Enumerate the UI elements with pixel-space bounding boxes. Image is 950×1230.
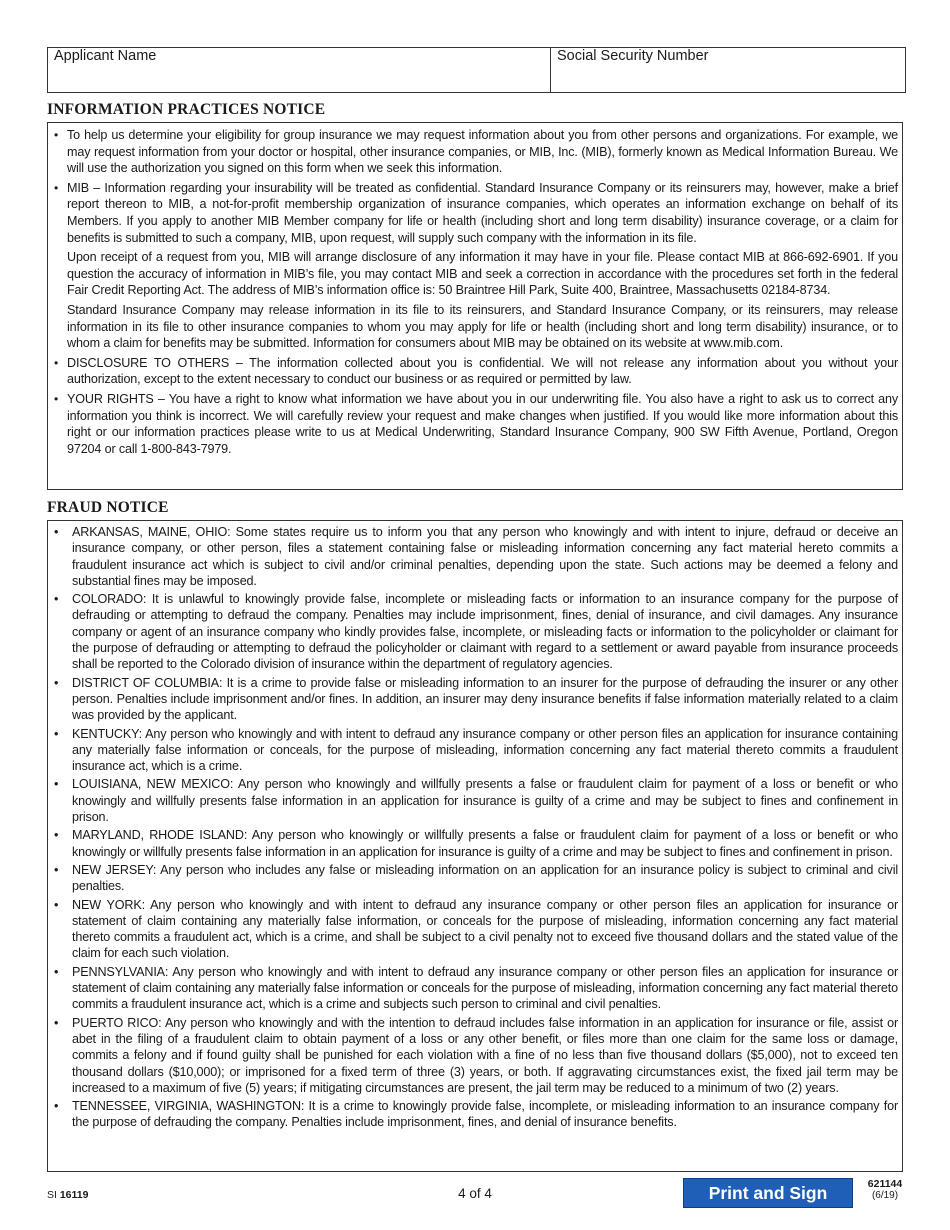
info-notice-text: MIB – Information regarding your insurability will be treated as confidential. Standard Insurance Company or its reinsurers may, however, make a brief report thereon to MIB, a not-for-profit membership organization of insurance companies, which operates an information exchange on behalf of its Members. If you apply to another MIB Member company for life or health (including short and long term disability) insurance coverage, or a claim for benefits is submitted to such a company, MIB, upon request, will supply such company with the information in its file. bbox=[67, 180, 898, 245]
fraud-notice-item bbox=[48, 675, 898, 724]
bullet-icon: • bbox=[54, 1015, 59, 1030]
fraud-notice-item bbox=[48, 524, 898, 589]
bullet-icon: • bbox=[54, 1099, 59, 1114]
info-notice-item bbox=[48, 127, 898, 177]
info-notice-text: DISCLOSURE TO OTHERS – The information collected about you is confidential. We will not release any information about you without your authorization, except to the extent necessary to conduct our business or as required or permitted by law. bbox=[67, 355, 898, 387]
fraud-notice-item bbox=[48, 726, 898, 775]
info-notice-title: INFORMATION PRACTICES NOTICE bbox=[47, 101, 326, 118]
form-number: 621144 bbox=[867, 1178, 903, 1190]
si-prefix: SI bbox=[47, 1189, 57, 1201]
fraud-notice-text: PUERTO RICO: Any person who knowingly and with the intention to defraud includes false information in an application for insurance or file, assist or abet in the filing of a fraudulent claim to obtain payment of a loss or any other benefit, or files more than one claim for the same loss or damage, commits a felony and if found guilty shall be punished for each violation with a fine of no less than five thousand dollars ($5,000), not to exceed ten thousand dollars ($10,000); or imprisoned for a fixed term of three (3) years, or both. If aggravating circumstances exist, the fixed jail term may be increased to a maximum of five (5) years; if mitigating circumstances are present, the jail term may be reduced to a minimum of two (2) years. bbox=[72, 1015, 898, 1095]
print-and-sign-button[interactable]: Print and Sign bbox=[683, 1178, 853, 1208]
bullet-icon: • bbox=[54, 525, 59, 539]
bullet-icon: • bbox=[54, 128, 59, 142]
bullet-icon: • bbox=[54, 897, 59, 912]
applicant-name-label: Applicant Name bbox=[54, 48, 157, 64]
fraud-notice-text: NEW JERSEY: Any person who includes any false or misleading information on an application for an insurance policy is subject to criminal and civil penalties. bbox=[72, 862, 898, 894]
info-notice-list bbox=[48, 123, 902, 457]
info-notice-text: Standard Insurance Company may release information in its file to its reinsurers, and Standard Insurance Company, or its reinsurers, may release information in its file to other insurance companies to whom you may apply for life or health (including short and long term disability) insurance, or to whom a claim for benefits may be submitted. Information for consumers about MIB may be obtained on its website at www.mib.com. bbox=[67, 302, 898, 351]
info-notice-text: YOUR RIGHTS – You have a right to know what information we have about you in our underwriting file. You also have a right to ask us to correct any information you think is incorrect. We will carefully review your request and make changes when justified. If you would like more information about this right or our information practices please write to us at Medical Underwriting, Standard Insurance Company, 900 SW Fifth Avenue, Portland, Oregon 97204 or call 1-800-843-7979. bbox=[67, 391, 898, 456]
bullet-icon: • bbox=[54, 355, 59, 370]
applicant-name-cell bbox=[48, 48, 551, 92]
info-notice-item bbox=[48, 355, 898, 388]
ssn-label: Social Security Number bbox=[557, 48, 709, 64]
applicant-header-box bbox=[47, 47, 906, 93]
fraud-notice-list bbox=[48, 521, 902, 1131]
info-notice-box bbox=[47, 122, 903, 490]
info-notice-paragraph bbox=[48, 302, 898, 352]
ssn-cell bbox=[551, 48, 905, 92]
bullet-icon: • bbox=[54, 726, 59, 741]
bullet-icon: • bbox=[54, 777, 59, 792]
info-notice-paragraph bbox=[48, 249, 898, 299]
fraud-notice-item bbox=[48, 1015, 898, 1096]
info-notice-text: Upon receipt of a request from you, MIB will arrange disclosure of any information it may have in your file. Please contact MIB at 866-692-6901. If you question the accuracy of information in MIB’s file, you may contact MIB and seek a correction in accordance with the procedures set forth in the federal Fair Credit Reporting Act. The address of MIB’s information office is: 50 Braintree Hill Park, Suite 400, Braintree, Massachusetts 02184-8734. bbox=[67, 250, 898, 298]
bullet-icon: • bbox=[54, 675, 59, 690]
info-notice-item bbox=[48, 391, 898, 457]
fraud-notice-text: TENNESSEE, VIRGINIA, WASHINGTON: It is a crime to knowingly provide false, incomplete, or misleading information to an insurance company for the purpose of defrauding the company. Penalties include imprisonment, fines, and denial of insurance benefits. bbox=[72, 1099, 898, 1130]
si-number: 16119 bbox=[59, 1189, 89, 1201]
bullet-icon: • bbox=[54, 828, 59, 843]
fraud-notice-item bbox=[48, 776, 898, 825]
fraud-notice-item bbox=[48, 862, 898, 895]
page-number: 4 of 4 bbox=[458, 1186, 492, 1201]
fraud-notice-text: PENNSYLVANIA: Any person who knowingly and with intent to defraud any insurance company or other person files an application for insurance or statement of claim containing any materially false information or conceals for the purpose of misleading, information concerning any fact material thereto commits a fraudulent insurance act, which is a crime and subjects such person to criminal and civil penalties. bbox=[72, 964, 898, 1012]
fraud-notice-title: FRAUD NOTICE bbox=[47, 499, 169, 516]
bullet-icon: • bbox=[54, 862, 59, 877]
info-notice-item bbox=[48, 180, 898, 246]
fraud-notice-text: MARYLAND, RHODE ISLAND: Any person who knowingly or willfully presents a false or fraudulent claim for payment of a loss or benefit or who knowingly or willfully presents false information in an application for insurance is guilty of a crime and may be subject to fines and confinement in prison. bbox=[72, 828, 898, 859]
bullet-icon: • bbox=[54, 391, 59, 406]
ssn-input[interactable] bbox=[557, 69, 899, 89]
fraud-notice-text: DISTRICT OF COLUMBIA: It is a crime to provide false or misleading information to an insurer for the purpose of defrauding the insurer or any other person. Penalties include imprisonment and/or fines. In addition, an insurer may deny insurance benefits if false information materially related to a claim was provided by the applicant. bbox=[72, 675, 898, 723]
fraud-notice-text: LOUISIANA, NEW MEXICO: Any person who knowingly and willfully presents a false or fraudulent claim for payment of a loss or benefit or who knowingly and willfully presents false information in an application for insurance is guilty of a crime and may be subject to fines and confinement in prison. bbox=[72, 777, 898, 825]
fraud-notice-text: ARKANSAS, MAINE, OHIO: Some states require us to inform you that any person who knowingly and with intent to injure, defraud or deceive an insurance company, or other person, files a statement containing false or misleading information concerning any fact material hereto commits a fraudulent insurance act which is subject to civil and/or criminal penalties, depending upon the state. Such actions may be deemed a felony and substantial fines may be imposed. bbox=[72, 525, 898, 588]
form-si-number bbox=[47, 1189, 88, 1201]
fraud-notice-item bbox=[48, 897, 898, 962]
form-code bbox=[862, 1178, 908, 1202]
fraud-notice-item bbox=[48, 1098, 898, 1131]
fraud-notice-box bbox=[47, 520, 903, 1172]
fraud-notice-item bbox=[48, 827, 898, 860]
fraud-notice-item bbox=[48, 964, 898, 1013]
form-date: (6/19) bbox=[871, 1190, 899, 1201]
fraud-notice-text: KENTUCKY: Any person who knowingly and with intent to defraud any insurance company or other person files an application for insurance containing any materially false information or conceals, for the purpose of misleading, information concerning any fact material thereto commits a fraudulent insurance act, which is a crime. bbox=[72, 726, 898, 774]
bullet-icon: • bbox=[54, 592, 59, 607]
fraud-notice-text: COLORADO: It is unlawful to knowingly provide false, incomplete or misleading facts or information to an insurance company for the purpose of defrauding or attempting to defraud the company. Penalties may include imprisonment, fines, denial of insurance, and civil damages. Any insurance company or agent of an insurance company who kindly provides false, incomplete, or misleading facts or information to the policyholder or claimant for the purpose of defrauding or attempting to defraud the policyholder or claimant with regard to a settlement or award payable from insurance proceeds shall be reported to the Colorado division of insurance within the department of regulatory agencies. bbox=[72, 592, 898, 672]
info-notice-text: To help us determine your eligibility for group insurance we may request information about you from other persons and organizations. For example, we may request information from your doctor or hospital, other insurance companies, or MIB, Inc. (MIB), formerly known as Medical Information Bureau. We will use the authorization you signed on this form when we seek this information. bbox=[67, 128, 898, 176]
applicant-name-input[interactable] bbox=[54, 69, 544, 89]
bullet-icon: • bbox=[54, 180, 59, 195]
fraud-notice-text: NEW YORK: Any person who knowingly and with intent to defraud any insurance company or other person files an application for insurance or statement of claim containing any materially false information, or conceals for the purpose of misleading, information concerning any fact material thereto commits a fraudulent act, which is a crime, and shall be subject to a civil penalty not to exceed five thousand dollars and the stated value of the claim for each such violation. bbox=[72, 897, 898, 961]
bullet-icon: • bbox=[54, 964, 59, 979]
fraud-notice-item bbox=[48, 591, 898, 672]
